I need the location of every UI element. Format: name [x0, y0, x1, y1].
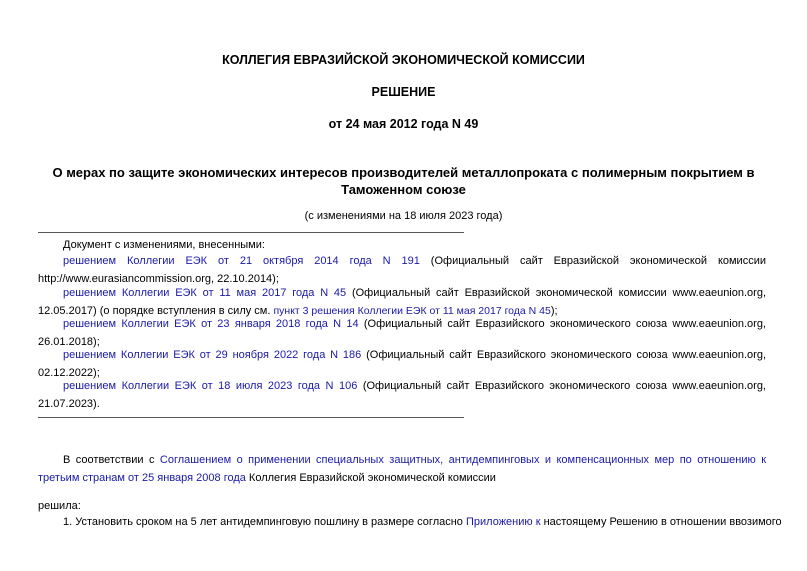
bottom-divider [38, 417, 464, 418]
document-title [0, 164, 807, 198]
organization-heading: КОЛЛЕГИЯ ЕВРАЗИЙСКОЙ ЭКОНОМИЧЕСКОЙ КОМИССИИ [222, 53, 585, 67]
revision-note: (с изменениями на 18 июля 2023 года) [304, 210, 503, 222]
change-text-2-end: ); [550, 305, 558, 317]
clause-1-text-end: настоящему Решению в отношении ввозимого [540, 516, 782, 528]
change-text-3: (Официальный сайт Евразийского экономического союза www.eaeunion.org, 26.01.2018); [38, 318, 766, 348]
change-link-2[interactable]: решением Коллегии ЕЭК от 11 мая 2017 года N 45 [63, 287, 347, 299]
preamble-text-start: В соответствии с [63, 454, 160, 466]
document-title-line-1: О мерах по защите экономических интересов производителей металлопроката с полимерным покрытием в [52, 165, 755, 180]
change-link-1[interactable]: решением Коллегии ЕЭК от 21 октября 2014 года N 191 [63, 255, 420, 267]
change-link-5[interactable]: решением Коллегии ЕЭК от 18 июля 2023 года N 106 [63, 380, 358, 392]
document-type-heading: РЕШЕНИЕ [371, 85, 436, 99]
agreement-link[interactable]: Соглашением о применении специальных защитных, антидемпинговых и компенсационных мер по отношению к третьим странам от 25 января 2008 года [38, 454, 767, 484]
change-link-2-clause[interactable]: пункт 3 решения Коллегии ЕЭК от 11 мая 2017 года N 45 [273, 305, 551, 317]
change-link-3[interactable]: решением Коллегии ЕЭК от 23 января 2018 года N 14 [63, 318, 359, 330]
clause-1-paragraph [38, 513, 782, 531]
change-item-1 [38, 252, 766, 288]
appendix-link[interactable]: Приложению к [465, 516, 541, 528]
change-text-4: (Официальный сайт Евразийского экономического союза www.eaeunion.org, 02.12.2022); [38, 349, 766, 379]
decided-label: решила: [38, 500, 81, 512]
change-link-4[interactable]: решением Коллегии ЕЭК от 29 ноября 2022 года N 186 [63, 349, 362, 361]
change-text-5: (Официальный сайт Евразийского экономического союза www.eaeunion.org, 21.07.2023). [38, 380, 766, 410]
preamble-paragraph [38, 451, 766, 487]
changes-intro: Документ с изменениями, внесенными: [63, 239, 265, 251]
change-text-1: (Официальный сайт Евразийской экономической комиссии http://www.eurasiancommission.org, 22.10.2014); [38, 255, 766, 285]
change-item-5 [38, 377, 766, 413]
date-number-heading: от 24 мая 2012 года N 49 [328, 117, 479, 131]
change-text-2: (Официальный сайт Евразийской экономической комиссии www.eaeunion.org, 12.05.2017) (о порядке вступления в силу см. [38, 287, 766, 317]
document-title-line-2: Таможенном союзе [341, 182, 466, 197]
clause-1-text-start: 1. Установить сроком на 5 лет антидемпинговую пошлину в размере согласно [63, 516, 466, 528]
preamble-text-end: Коллегия Евразийской экономической комиссии [245, 472, 496, 484]
top-divider [38, 232, 464, 233]
